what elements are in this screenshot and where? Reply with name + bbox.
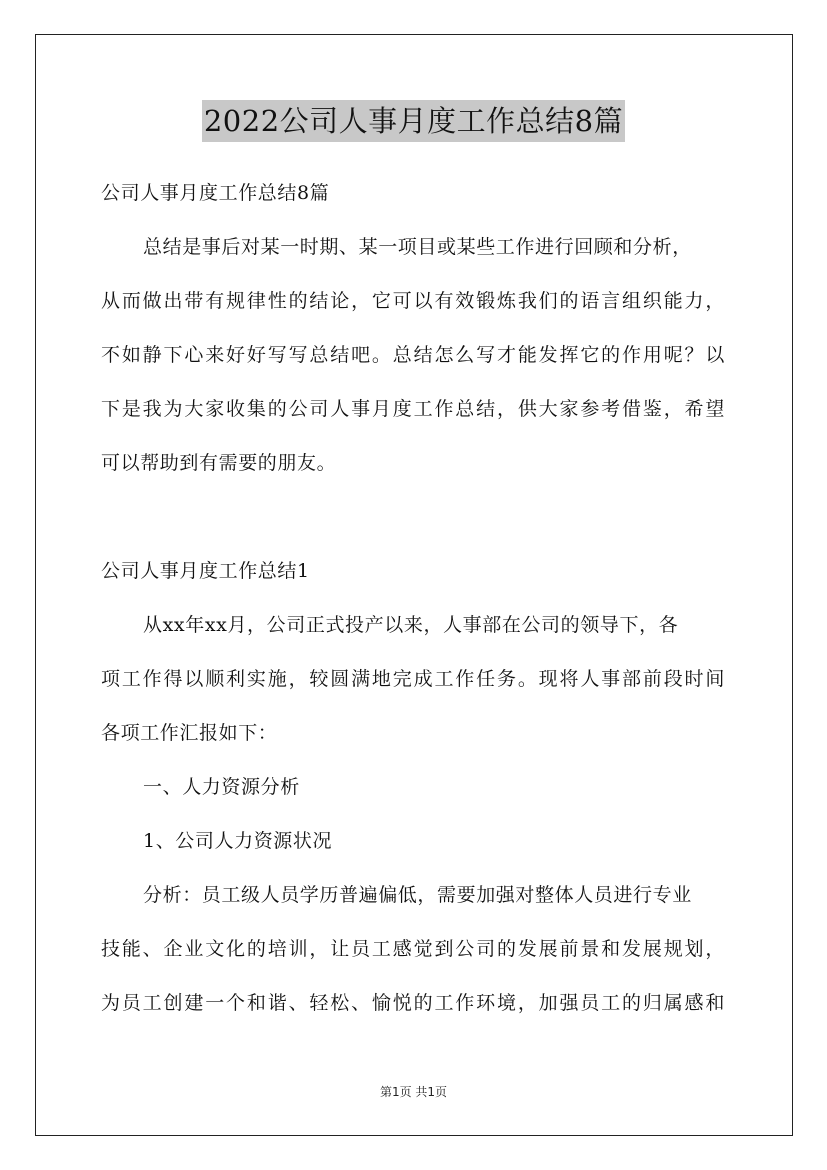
subheading: 1、公司人力资源状况 <box>143 830 333 852</box>
document-subtitle: 公司人事月度工作总结8篇 <box>101 182 330 204</box>
paragraph-line: 不如静下心来好好写写总结吧。总结怎么写才能发挥它的作用呢？以 <box>101 344 725 366</box>
document-title: 2022公司人事月度工作总结8篇 <box>202 100 625 142</box>
subheading: 一、人力资源分析 <box>143 776 300 798</box>
paragraph-line: 项工作得以顺利实施，较圆满地完成工作任务。现将人事部前段时间 <box>101 668 725 690</box>
title-container <box>0 100 827 142</box>
paragraph-line: 各项工作汇报如下： <box>101 722 278 744</box>
paragraph-line: 从xx年xx月，公司正式投产以来，人事部在公司的领导下，各 <box>143 614 679 636</box>
page-footer: 第1页 共1页 <box>379 1085 448 1099</box>
paragraph-line: 从而做出带有规律性的结论，它可以有效锻炼我们的语言组织能力， <box>101 290 725 312</box>
paragraph-line: 分析：员工级人员学历普遍偏低，需要加强对整体人员进行专业 <box>143 884 692 906</box>
section-heading: 公司人事月度工作总结1 <box>101 560 310 582</box>
paragraph-line: 为员工创建一个和谐、轻松、愉悦的工作环境，加强员工的归属感和 <box>101 992 725 1014</box>
paragraph-line: 可以帮助到有需要的朋友。 <box>101 452 337 474</box>
paragraph-line: 总结是事后对某一时期、某一项目或某些工作进行回顾和分析， <box>143 236 692 258</box>
paragraph-line: 技能、企业文化的培训，让员工感觉到公司的发展前景和发展规划， <box>101 938 725 960</box>
paragraph-line: 下是我为大家收集的公司人事月度工作总结，供大家参考借鉴，希望 <box>101 398 725 420</box>
